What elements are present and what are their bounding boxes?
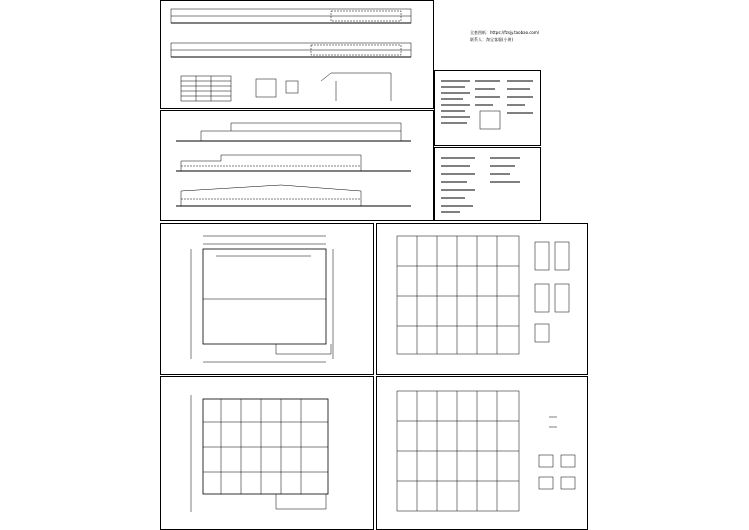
sheet-1-drawing — [161, 1, 433, 108]
sheet-floor-plan — [160, 376, 374, 530]
sheet-building-elevations — [160, 110, 434, 221]
sheet-4-drawing — [435, 148, 540, 220]
sheet-8-drawing — [377, 377, 587, 529]
sheet-structural-framing-plan — [376, 376, 588, 530]
source-note-line1: 全套图纸：https://fzsjy.taobao.com/ — [470, 30, 540, 35]
source-note-line2: 联系人：淘宝客服(小黄) — [470, 37, 514, 42]
sheet-6-drawing — [377, 224, 587, 374]
sheet-elevations-and-details — [160, 0, 434, 109]
sheet-3-drawing — [435, 71, 540, 145]
sheet-roof-plan — [160, 223, 374, 375]
sheet-foundation-column-plan — [376, 223, 588, 375]
sheet-5-drawing — [161, 224, 373, 374]
sheet-7-drawing — [161, 377, 373, 529]
sheet-2-drawing — [161, 111, 433, 220]
sheet-general-notes-1 — [434, 70, 541, 146]
sheet-general-notes-2 — [434, 147, 541, 221]
